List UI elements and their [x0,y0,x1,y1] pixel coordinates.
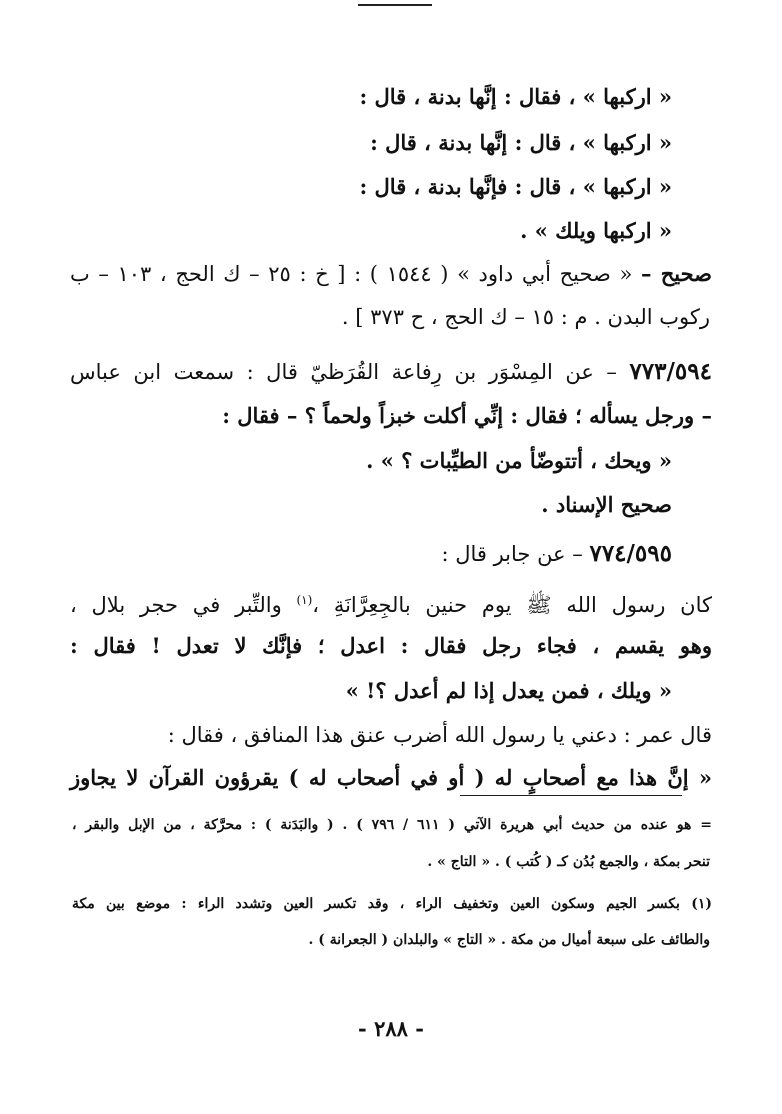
footnote-ref: (١) [296,593,313,607]
footnote-line: (١) بكسر الجيم وسكون العين وتخفيف الراء ، وقد تكسر العين وتشدد الراء : موضع بين مكة [72,896,712,912]
text-segment: والتِّبر في حجر بلال ، [70,593,282,617]
hadith-heading [441,539,672,569]
footnote-line: تنحر بمكة ، والجمع بُدُن كـ ( كُتب ) . « التاج » . [427,854,710,870]
text-line: « ويلك ، فمن يعدل إذا لم أعدل ؟! » [345,678,672,703]
footnote-rule [460,795,682,796]
grading-text: « صحيح أبي داود » ( ١٥٤٤ ) : [ خ : ٢٥ – ك الحج ، ١٠٣ – ب [70,262,633,286]
text-line: وهو يقسم ، فجاء رجل فقال : اعدل ؛ فإنَّك لا تعدل ! فقال : [70,633,712,658]
footnote-line: = هو عنده من حديث أبي هريرة الآتي ( ٦١١ / ٧٩٦ ) . ( والبَدَنة ) : محرَّكة ، من الإبل والبقر ، [72,817,712,833]
hadith-number: ٧٧٤/٥٩٥ [589,540,672,567]
text-segment: كان رسول الله ﷺ يوم حنين بالجِعِرَّانَةِ ، [312,593,712,617]
hadith-intro: – عن المِسْوَر بن رِفاعة القُرَظيّ قال : سمعت ابن عباس [70,360,617,384]
text-line: « اركبها » ، فقال : إنَّها بدنة ، قال : [359,84,672,109]
page-number: - ٢٨٨ - [358,1016,424,1041]
grading-label: صحيح – [640,261,712,286]
text-line: قال عمر : دعني يا رسول الله أضرب عنق هذا المنافق ، فقال : [167,723,712,747]
hadith-intro: – عن جابر قال : [441,542,583,566]
top-rule [358,4,432,6]
text-line: « اركبها » ، قال : فإنَّها بدنة ، قال : [359,174,672,199]
hadith-heading [70,357,712,387]
grading-line [70,259,712,289]
hadith-number: ٧٧٣/٥٩٤ [629,358,712,385]
footnote-line: والطائف على سبعة أميال من مكة . « التاج » والبلدان ( الجعرانة ) . [308,932,710,948]
grading-text: صحيح الإسناد . [541,492,672,517]
text-line: – ورجل يسأله ؛ فقال : إنِّي أكلت خبزاً ولحماً ؟ – فقال : [222,403,712,428]
grading-line-2: ركوب البدن . م : ١٥ – ك الحج ، ح ٣٧٣ ] . [341,305,710,329]
text-line: « ويحك ، أتتوضّأ من الطيِّبات ؟ » . [366,448,672,473]
text-line: « اركبها » ، قال : إنَّها بدنة ، قال : [370,130,672,155]
text-line [70,585,712,620]
text-line: « اركبها ويلك » . [520,218,672,243]
text-line: « إنَّ هذا مع أصحابٍ له ( أو في أصحاب له ) يقرؤون القرآن لا يجاوز [70,765,712,790]
